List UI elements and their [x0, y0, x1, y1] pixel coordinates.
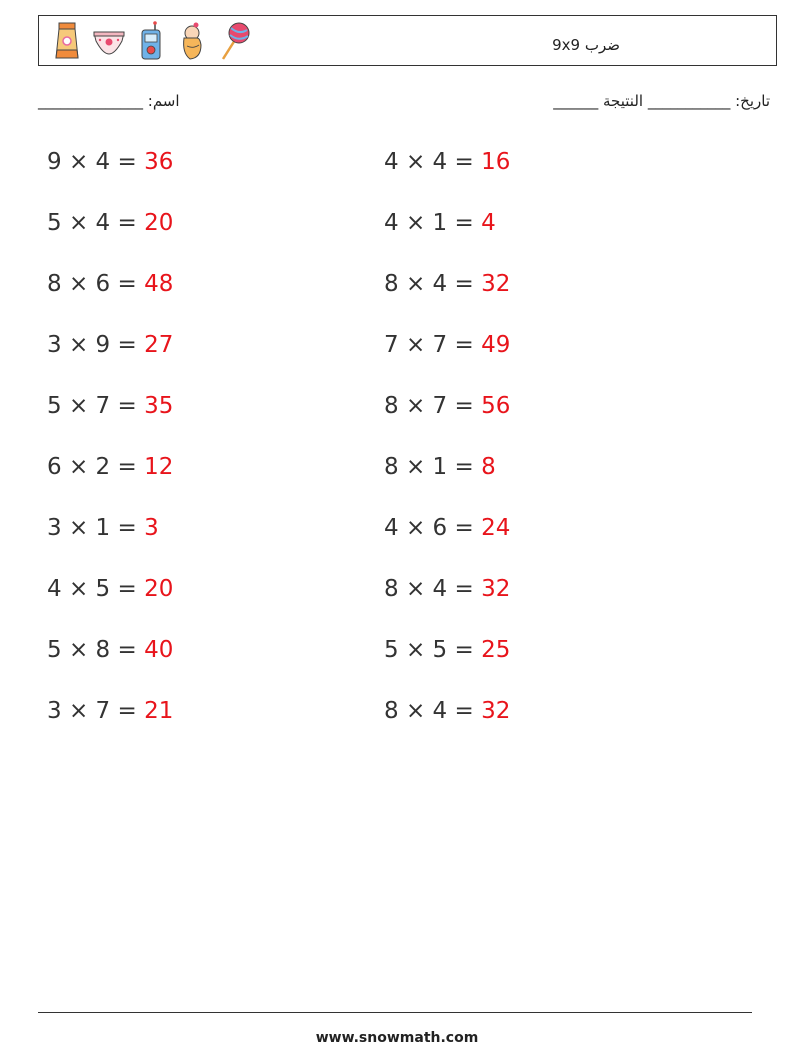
factor-b: 7: [432, 393, 448, 419]
times-sign: ×: [61, 149, 96, 175]
answer: 32: [481, 271, 511, 297]
answer: 32: [481, 698, 511, 724]
times-sign: ×: [398, 271, 433, 297]
multiplication-problem: [47, 627, 173, 688]
multiplication-problem: [47, 261, 173, 322]
times-sign: ×: [398, 393, 433, 419]
multiplication-problem: [384, 627, 510, 688]
times-sign: ×: [398, 332, 433, 358]
multiplication-problem: [384, 139, 510, 200]
diaper-icon: [91, 20, 127, 62]
multiplication-problem: [47, 505, 173, 566]
factor-a: 3: [47, 698, 62, 724]
times-sign: ×: [61, 210, 96, 236]
answer: 40: [144, 637, 174, 663]
factor-b: 1: [432, 454, 448, 480]
multiplication-problem: [47, 322, 173, 383]
factor-b: 4: [432, 271, 448, 297]
equals-sign: =: [447, 637, 482, 663]
date-score-field: تاريخ: ___________ النتيجة ______: [553, 92, 770, 110]
factor-a: 5: [47, 393, 62, 419]
multiplication-problem: [47, 688, 173, 749]
factor-a: 8: [384, 271, 399, 297]
times-sign: ×: [398, 576, 433, 602]
factor-a: 4: [47, 576, 62, 602]
factor-a: 4: [384, 515, 399, 541]
equals-sign: =: [110, 210, 145, 236]
factor-a: 4: [384, 210, 399, 236]
equals-sign: =: [110, 515, 145, 541]
multiplication-problem: [384, 261, 510, 322]
multiplication-problem: [384, 566, 510, 627]
multiplication-problem: [47, 200, 173, 261]
times-sign: ×: [398, 515, 433, 541]
factor-b: 4: [432, 698, 448, 724]
factor-a: 4: [384, 149, 399, 175]
answer: 48: [144, 271, 174, 297]
times-sign: ×: [398, 637, 433, 663]
equals-sign: =: [110, 637, 145, 663]
answer: 3: [144, 515, 159, 541]
factor-b: 4: [95, 149, 111, 175]
swaddled-baby-icon: [175, 20, 211, 62]
answer: 20: [144, 576, 174, 602]
answer: 12: [144, 454, 174, 480]
times-sign: ×: [61, 576, 96, 602]
factor-a: 8: [384, 454, 399, 480]
equals-sign: =: [447, 515, 482, 541]
worksheet-title: ضرب 9x9: [552, 36, 620, 54]
answer: 49: [481, 332, 511, 358]
equals-sign: =: [110, 149, 145, 175]
factor-a: 6: [47, 454, 62, 480]
answer: 32: [481, 576, 511, 602]
times-sign: ×: [398, 210, 433, 236]
factor-a: 8: [47, 271, 62, 297]
times-sign: ×: [398, 149, 433, 175]
times-sign: ×: [61, 271, 96, 297]
equals-sign: =: [447, 332, 482, 358]
lollipop-icon: [217, 20, 253, 62]
factor-a: 5: [47, 210, 62, 236]
equals-sign: =: [110, 454, 145, 480]
factor-a: 3: [47, 515, 62, 541]
factor-b: 5: [432, 637, 448, 663]
factor-b: 7: [95, 698, 111, 724]
answer: 24: [481, 515, 511, 541]
multiplication-problem: [47, 444, 173, 505]
answer: 25: [481, 637, 511, 663]
factor-b: 4: [432, 149, 448, 175]
answer: 16: [481, 149, 511, 175]
answer: 20: [144, 210, 174, 236]
multiplication-problem: [384, 322, 510, 383]
multiplication-problem: [47, 139, 173, 200]
factor-b: 1: [432, 210, 448, 236]
factor-a: 8: [384, 576, 399, 602]
factor-a: 5: [384, 637, 399, 663]
answer: 36: [144, 149, 174, 175]
factor-b: 4: [432, 576, 448, 602]
factor-b: 8: [95, 637, 111, 663]
equals-sign: =: [447, 271, 482, 297]
factor-a: 9: [47, 149, 62, 175]
baby-monitor-icon: [133, 20, 169, 62]
times-sign: ×: [61, 515, 96, 541]
worksheet-header: [38, 15, 777, 66]
factor-b: 6: [95, 271, 111, 297]
equals-sign: =: [447, 698, 482, 724]
factor-a: 7: [384, 332, 399, 358]
multiplication-problem: [384, 383, 510, 444]
factor-a: 8: [384, 393, 399, 419]
times-sign: ×: [398, 698, 433, 724]
icon-strip: [49, 20, 253, 62]
equals-sign: =: [447, 149, 482, 175]
equals-sign: =: [447, 454, 482, 480]
factor-b: 7: [432, 332, 448, 358]
factor-b: 2: [95, 454, 111, 480]
answer: 35: [144, 393, 174, 419]
equals-sign: =: [447, 210, 482, 236]
multiplication-problem: [384, 444, 510, 505]
factor-a: 3: [47, 332, 62, 358]
factor-b: 4: [95, 210, 111, 236]
times-sign: ×: [61, 393, 96, 419]
multiplication-problem: [384, 200, 510, 261]
multiplication-problem: [47, 566, 173, 627]
factor-a: 5: [47, 637, 62, 663]
answer: 27: [144, 332, 174, 358]
factor-a: 8: [384, 698, 399, 724]
equals-sign: =: [110, 698, 145, 724]
footer-url: www.snowmath.com: [315, 1030, 479, 1046]
multiplication-problem: [47, 383, 173, 444]
equals-sign: =: [110, 332, 145, 358]
multiplication-problem: [384, 505, 510, 566]
name-field: اسم: ______________: [38, 92, 180, 110]
times-sign: ×: [61, 637, 96, 663]
answer: 4: [481, 210, 496, 236]
times-sign: ×: [61, 454, 96, 480]
problem-column-right: [384, 139, 510, 749]
equals-sign: =: [110, 576, 145, 602]
times-sign: ×: [398, 454, 433, 480]
times-sign: ×: [61, 332, 96, 358]
factor-b: 1: [95, 515, 111, 541]
problem-column-left: [47, 139, 173, 749]
equals-sign: =: [447, 576, 482, 602]
equals-sign: =: [110, 393, 145, 419]
factor-b: 5: [95, 576, 111, 602]
factor-b: 6: [432, 515, 448, 541]
answer: 21: [144, 698, 174, 724]
times-sign: ×: [61, 698, 96, 724]
equals-sign: =: [447, 393, 482, 419]
answer: 8: [481, 454, 496, 480]
equals-sign: =: [110, 271, 145, 297]
sunscreen-icon: [49, 20, 85, 62]
factor-b: 7: [95, 393, 111, 419]
multiplication-problem: [384, 688, 510, 749]
footer-divider: [38, 1012, 752, 1013]
answer: 56: [481, 393, 511, 419]
factor-b: 9: [95, 332, 111, 358]
